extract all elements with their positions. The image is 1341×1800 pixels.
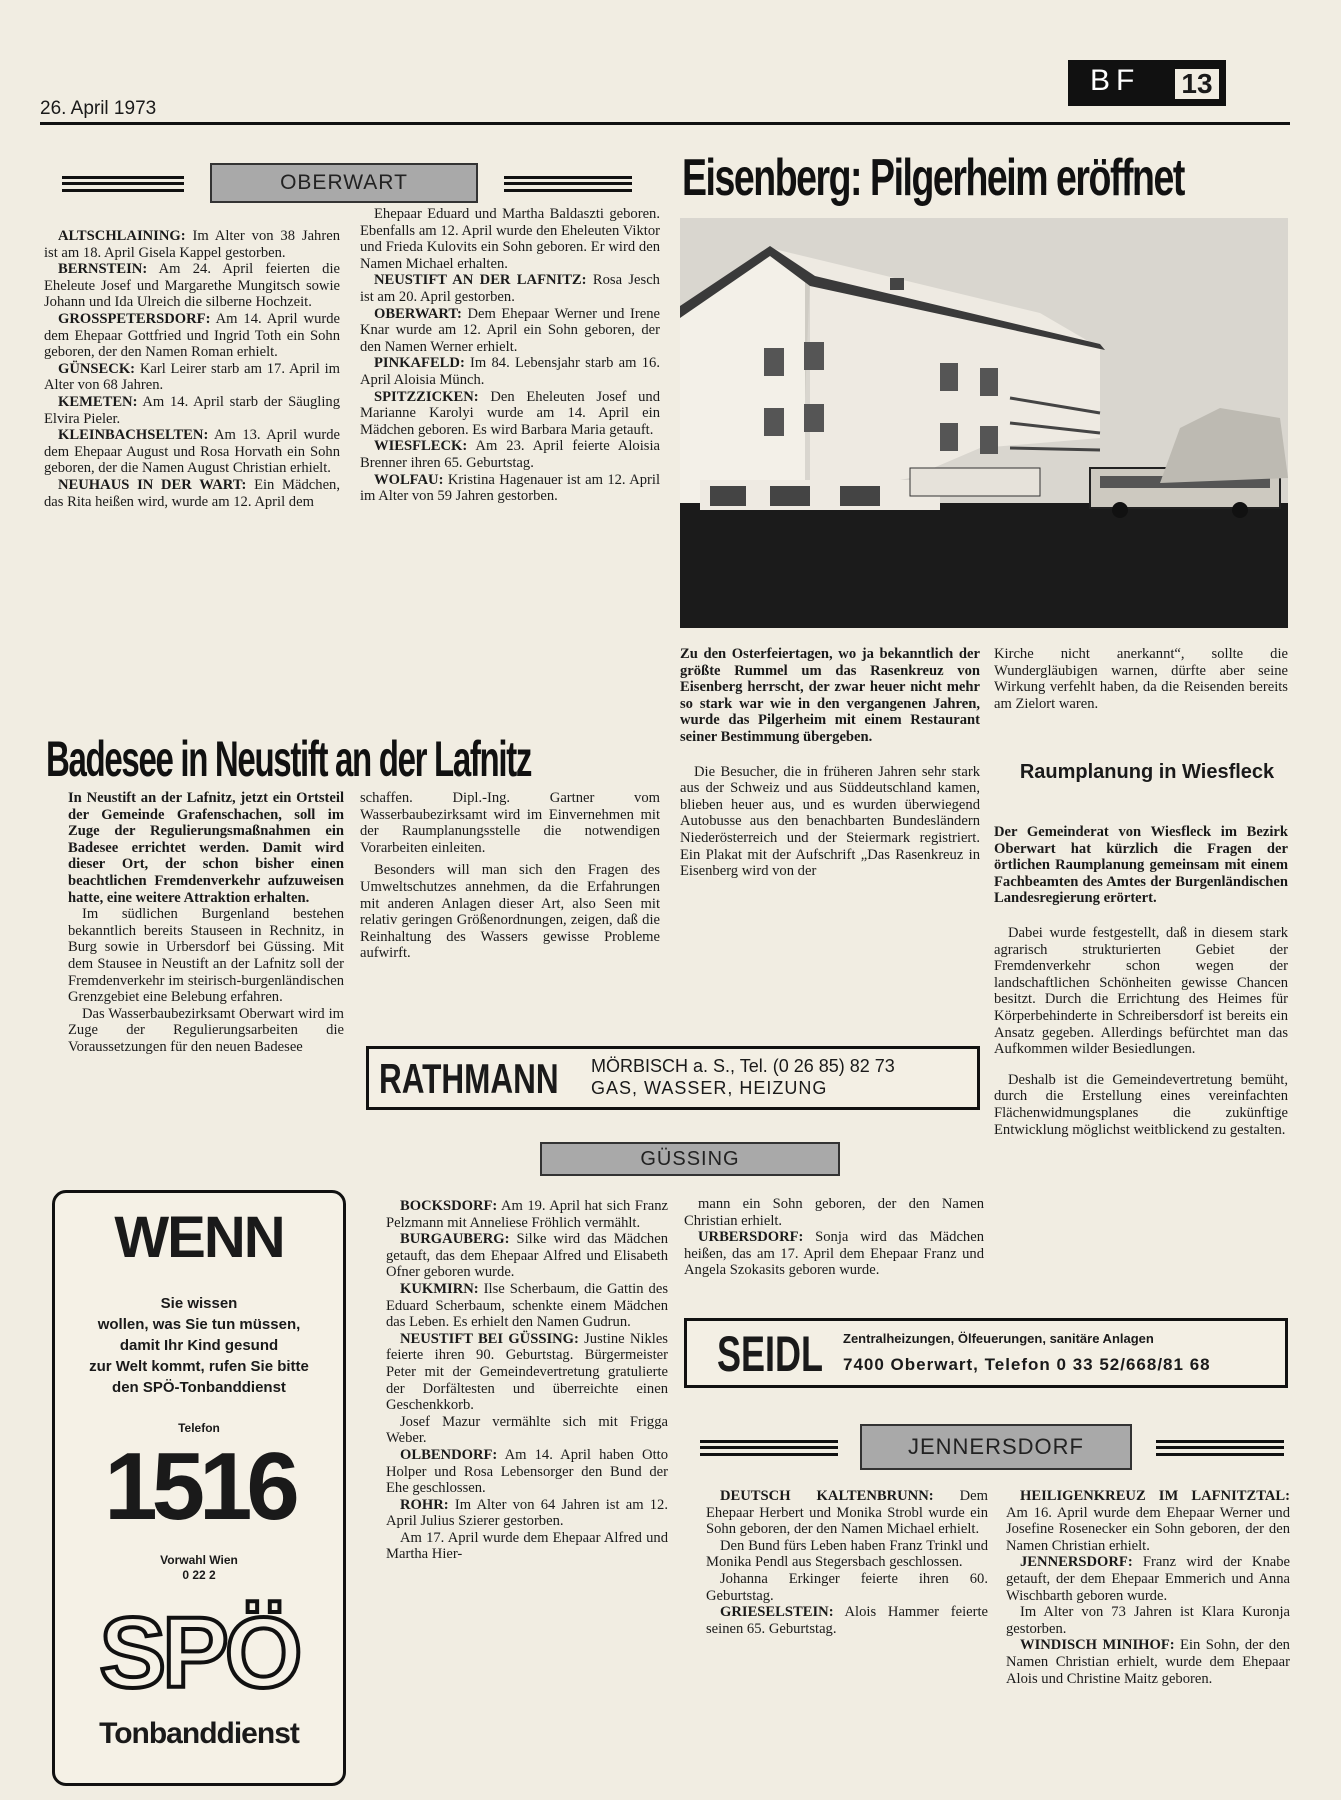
notice-text: Im 84. Lebensjahr starb am 16. April Aloisia Münch. xyxy=(360,355,660,388)
notice-text: Am 14. April wurde dem Ehepaar Gottfried und Ingrid Toth ein Sohn geboren, der den Namen Roman erhielt. xyxy=(44,310,340,361)
badesee-p2: Das Wasserbaubezirksamt Oberwart wird im Zuge der Regulierungsarbeiten die Voraussetzungen für den neuen Badesee xyxy=(68,1005,344,1055)
wiesfleck-headline: Raumplanung in Wiesfleck xyxy=(1019,761,1275,783)
ad-spo-text-4: zur Welt kommt, rufen Sie bitte xyxy=(89,1358,309,1375)
notice-place: NEUHAUS IN DER WART: xyxy=(58,476,247,493)
notice-entry xyxy=(706,1604,988,1637)
ad-seidl-name: SEIDL xyxy=(717,1326,824,1382)
notice-place: ROHR: xyxy=(400,1496,449,1513)
notice-text: Franz wird der Knabe getauft, der dem Ehepaar Emmerich und Anna Wischbarth geboren wurde. xyxy=(1006,1554,1290,1604)
notice-entry xyxy=(44,361,340,394)
paper-code: BF xyxy=(1090,64,1141,97)
ad-spo-wenn: WENN xyxy=(114,1205,284,1270)
notice-place: WINDISCH MINIHOF: xyxy=(1020,1637,1175,1654)
notice-entry xyxy=(386,1331,668,1414)
notice-place: KEMETEN: xyxy=(58,393,138,410)
notice-entry xyxy=(386,1231,668,1281)
notice-entry xyxy=(360,306,660,356)
notice-text: Josef Mazur vermählte sich mit Frigga Weber. xyxy=(386,1413,668,1447)
badesee-p1: Im südlichen Burgenland bestehen bekanntlich bereits Stauseen in Rechnitz, in Burg sowie in Urbersdorf bei Güssing. Mit dem Stausee in Neustift an der Lafnitz soll der Fremdenverkehr im steirisch-burgenländischen Grenzgebiet eine Belebung erfahren. xyxy=(68,906,344,1006)
ad-spo-text xyxy=(55,1293,343,1398)
notice-text: Den Bund fürs Leben haben Franz Trinkl und Monika Pendl aus Stegersbach geschlossen. xyxy=(706,1537,988,1571)
notice-entry xyxy=(360,389,660,439)
badesee-lead: In Neustift an der Lafnitz, jetzt ein Ortsteil der Gemeinde Grafenschachen, soll im Zuge der Regulierungsmaßnahmen ein Badesee errichtet werden. Damit wird dieser Ort, der schon bisher einen beachtlichen Fremdenverkehr aufzuweisen hatte, eine weitere Attraktion erhalten. xyxy=(68,790,344,906)
notice-text: Am 14. April haben Otto Holper und Rosa Lebensorger den Bund der Ehe geschlossen. xyxy=(386,1446,668,1497)
guessing-column-2 xyxy=(684,1196,984,1279)
section-label-guessing: GÜSSING xyxy=(540,1142,840,1176)
notice-place: PINKAFELD: xyxy=(374,355,465,372)
ad-rathmann-name: RATHMANN xyxy=(379,1055,559,1102)
notice-place: KUKMIRN: xyxy=(400,1280,479,1297)
header-rule xyxy=(40,122,1290,125)
notice-text: Am 17. April wurde dem Ehepaar Alfred und Martha Hier- xyxy=(386,1529,668,1563)
notice-entry xyxy=(386,1281,668,1331)
notice-text: Ehepaar Eduard und Martha Baldaszti geboren. Ebenfalls am 12. April wurde den Eheleuten Viktor und Frieda Kulovits ein Sohn geboren. Er wird den Namen Michael erhalten. xyxy=(360,206,660,272)
badesee-column-1 xyxy=(68,790,344,1056)
notice-place: JENNERSDORF: xyxy=(1020,1554,1133,1571)
ad-spo-text-2: wollen, was Sie tun müssen, xyxy=(97,1316,301,1333)
notice-entry xyxy=(386,1497,668,1530)
notice-text: Karl Leirer starb am 17. April im Alter von 68 Jahren. xyxy=(44,360,340,394)
notice-entry xyxy=(360,472,660,505)
notice-text: Am 23. April feierte Aloisia Brenner ihren 65. Geburtstag. xyxy=(360,438,660,471)
section-label-jennersdorf: JENNERSDORF xyxy=(860,1424,1132,1470)
notice-text: Silke wird das Mädchen getauft, das dem Ehepaar Alfred und Elisabeth Ofner geboren wurde. xyxy=(386,1231,668,1281)
notice-text: Am 16. April wurde dem Ehepaar Werner und Josefine Rosenecker ein Sohn geboren, der den Namen Christian erhielt. xyxy=(1006,1504,1290,1554)
eisenberg-headline: Eisenberg: Pilgerheim eröffnet xyxy=(682,149,1184,207)
notice-entry xyxy=(386,1447,668,1497)
ad-rathmann-line2: GAS, WASSER, HEIZUNG xyxy=(591,1078,828,1098)
section-rule-right-jennersdorf xyxy=(1156,1440,1284,1456)
notice-text: Alois Hammer feierte seinen 65. Geburtstag. xyxy=(706,1604,988,1637)
notice-text: Ilse Scherbaum, die Gattin des Eduard Scherbaum, schenkte einem Mädchen das Leben. Es erhielt den Namen Gudrun. xyxy=(386,1280,668,1331)
notice-place: WOLFAU: xyxy=(374,471,444,488)
notice-text: Dem Ehepaar Werner und Irene Knar wurde am 12. April ein Sohn geboren, der den Namen Werner erhielt. xyxy=(360,305,660,355)
notice-text: Im Alter von 73 Jahren ist Klara Kuronja gestorben. xyxy=(1006,1604,1290,1637)
issue-date: 26. April 1973 xyxy=(40,98,157,119)
notice-text: Im Alter von 64 Jahren ist am 12. April Julius Szierer gestorben. xyxy=(386,1496,668,1530)
notice-entry xyxy=(44,477,340,510)
wiesfleck-lead: Der Gemeinderat von Wiesfleck im Bezirk Oberwart hat kürzlich die Fragen der örtlichen Raumplanung gemeinsam mit einem Fachbeamten des Amtes der Burgenländischen Landesregierung erörtert. xyxy=(994,824,1288,907)
badesee-p3: schaffen. Dipl.-Ing. Gartner vom Wasserbaubezirksamt wird im Einvernehmen mit der Raumplanungsstelle die notwendigen Vorarbeiten einleiten. xyxy=(360,790,660,856)
badesee-p4: Besonders will man sich den Fragen des Umweltschutzes annehmen, da die Erfahrungen mit anderen Anlagen dieser Art, also Seen mit relativ geringen Größenordnungen, zeigen, daß die Reinhaltung des Wassers gewisse Probleme aufwirft. xyxy=(360,862,660,962)
notice-entry xyxy=(360,438,660,471)
ad-spo-vorwahl-number: 0 22 2 xyxy=(182,1568,216,1582)
ad-spo xyxy=(52,1190,346,1786)
ad-spo-number: 1516 xyxy=(104,1433,294,1540)
notice-text: Kristina Hagenauer ist am 12. April im Alter von 59 Jahren gestorben. xyxy=(360,471,660,505)
page-number: 13 xyxy=(1172,66,1222,102)
notice-place: NEUSTIFT BEI GÜSSING: xyxy=(400,1330,579,1347)
notice-entry xyxy=(386,1198,668,1231)
ad-spo-vorwahl xyxy=(55,1553,343,1583)
ad-seidl-line1: Zentralheizungen, Ölfeuerungen, sanitäre Anlagen xyxy=(843,1331,1154,1346)
notice-text: Justine Nikles feierte ihren 90. Geburtstag. Bürgermeister Peter mit der Gemeindevertretung gratulierte der Dorfältesten und überreichte einen Geschenkkorb. xyxy=(386,1330,668,1414)
wiesfleck-article xyxy=(994,824,1288,1138)
notice-text: Im Alter von 38 Jahren ist am 18. April Gisela Kappel gestorben. xyxy=(44,228,340,261)
notice-entry xyxy=(684,1196,984,1229)
notice-text: Dem Ehepaar Herbert und Monika Strobl wurde ein Sohn geboren, der den Namen Michael erhielt. xyxy=(706,1488,988,1538)
notice-place: GÜNSECK: xyxy=(58,360,136,377)
notice-text: Den Eheleuten Josef und Marianne Karolyi wurde am 14. April ein Mädchen geboren. Es wird Barbara Maria getauft. xyxy=(360,388,660,438)
notice-entry xyxy=(44,427,340,477)
section-rule-left xyxy=(62,176,184,192)
section-rule-left-jennersdorf xyxy=(700,1440,838,1456)
ad-spo-service: Tonbanddienst xyxy=(99,1717,299,1750)
ad-rathmann xyxy=(366,1046,980,1110)
notice-place: KLEINBACHSELTEN: xyxy=(58,427,209,444)
oberwart-column-2 xyxy=(360,206,660,505)
notice-entry xyxy=(44,261,340,311)
notice-place: DEUTSCH KALTENBRUNN: xyxy=(720,1488,934,1504)
eisenberg-continued: Kirche nicht anerkannt“, sollte die Wundergläubigen warnen, dürfte aber seine Wirkung verfehlt haben, da die Reisenden bereits am Zielort waren. xyxy=(994,646,1288,712)
wiesfleck-p2: Deshalb ist die Gemeindevertretung bemüht, durch die Erstellung eines vereinfachten Flächenwidmungsplanes die zukünftige Entwicklung möglichst weitblickend zu gestalten. xyxy=(994,1071,1288,1138)
eisenberg-lead: Zu den Osterfeiertagen, wo ja bekanntlich der größte Rummel um das Rasenkreuz von Eisenberg herrscht, der zwar heuer nicht mehr so stark war wie in den vergangenen Jahren, wurde das Pilgerheim mit einem Restaurant seiner Bestimmung übergeben. xyxy=(680,646,980,745)
notice-text: Rosa Jesch ist am 20. April gestorben. xyxy=(360,272,660,305)
notice-entry xyxy=(360,355,660,388)
notice-place: HEILIGENKREUZ IM LAFNITZTAL: xyxy=(1020,1488,1290,1504)
ad-rathmann-line1: MÖRBISCH a. S., Tel. (0 26 85) 82 73 xyxy=(591,1056,895,1076)
notice-place: NEUSTIFT AN DER LAFNITZ: xyxy=(374,272,587,289)
notice-entry xyxy=(706,1538,988,1571)
pilgerheim-photo xyxy=(680,218,1288,628)
section-label-oberwart: OBERWART xyxy=(210,163,478,203)
notice-text: Am 13. April wurde dem Ehepaar August und Rosa Horvath ein Sohn geboren, der die Namen August Christian erhielt. xyxy=(44,427,340,477)
notice-place: BURGAUBERG: xyxy=(400,1231,510,1248)
notice-entry xyxy=(1006,1604,1290,1637)
ad-spo-vorwahl-label: Vorwahl Wien xyxy=(160,1553,238,1567)
notice-entry xyxy=(1006,1637,1290,1687)
notice-entry xyxy=(44,394,340,427)
notice-place: OLBENDORF: xyxy=(400,1446,498,1463)
ad-spo-text-1: Sie wissen xyxy=(160,1295,238,1312)
ad-seidl xyxy=(684,1318,1288,1388)
notice-place: WIESFLECK: xyxy=(374,438,468,455)
pilgerheim-building-image xyxy=(680,218,1288,628)
notice-entry xyxy=(706,1488,988,1538)
notice-entry xyxy=(44,311,340,361)
notice-text: Johanna Erkinger feierte ihren 60. Geburtstag. xyxy=(706,1570,988,1604)
notice-place: URBERSDORF: xyxy=(698,1229,804,1246)
ad-spo-telefon-label: Telefon xyxy=(178,1421,220,1435)
guessing-column-1 xyxy=(386,1198,668,1563)
notice-entry xyxy=(706,1571,988,1604)
notice-place: GROSSPETERSDORF: xyxy=(58,310,211,327)
notice-entry xyxy=(1006,1488,1290,1554)
notice-text: Am 19. April hat sich Franz Pelzmann mit Anneliese Fröhlich vermählt. xyxy=(386,1198,668,1231)
notice-place: BERNSTEIN: xyxy=(58,261,148,278)
notice-place: SPITZZICKEN: xyxy=(374,388,479,405)
notice-entry xyxy=(360,272,660,305)
oberwart-column-1 xyxy=(44,228,340,510)
badesee-column-2 xyxy=(360,790,660,962)
notice-text: Sonja wird das Mädchen heißen, das am 17. April dem Ehepaar Franz und Angela Szokasits geboren wurde. xyxy=(684,1229,984,1279)
notice-text: Am 24. April feierten die Eheleute Josef und Margarethe Mungitsch sowie Johann und Ida Ulreich die silberne Hochzeit. xyxy=(44,261,340,311)
badesee-headline: Badesee in Neustift an der Lafnitz xyxy=(46,731,532,787)
notice-place: GRIESELSTEIN: xyxy=(720,1604,834,1621)
notice-entry xyxy=(360,206,660,272)
notice-place: BOCKSDORF: xyxy=(400,1198,498,1214)
eisenberg-article xyxy=(680,646,980,880)
notice-entry xyxy=(684,1229,984,1279)
notice-entry xyxy=(386,1530,668,1563)
notice-place: OBERWART: xyxy=(374,305,462,322)
jennersdorf-column-2 xyxy=(1006,1488,1290,1687)
ad-seidl-line2: 7400 Oberwart, Telefon 0 33 52/668/81 68 xyxy=(843,1355,1211,1374)
jennersdorf-column-1 xyxy=(706,1488,988,1637)
ad-spo-logo: SPÖ xyxy=(99,1597,299,1709)
eisenberg-body: Die Besucher, die in früheren Jahren sehr stark aus der Schweiz und aus Süddeutschland kamen, blieben heuer aus, und es wurden überwiegend Autobusse aus den benachbarten Bundesländern Niederösterreich und der Steiermark registriert. Ein Plakat mit der Aufschrift „Das Rasenkreuz in Eisenberg wird von der xyxy=(680,763,980,880)
notice-text: Ein Mädchen, das Rita heißen wird, wurde am 12. April dem xyxy=(44,476,340,510)
notice-place: ALTSCHLAINING: xyxy=(58,228,186,244)
notice-entry xyxy=(386,1414,668,1447)
wiesfleck-p1: Dabei wurde festgestellt, daß in diesem stark agrarisch strukturierten Gebiet der Fremdenverkehr schon wegen der landschaftlichen Schönheiten gewisse Chancen besitzt. Durch die Errichtung des Heimes für Körperbehinderte in Schreibersdorf ist bereits ein Ansatz gegeben. Allerdings befürchtet man das Aufkommen wilder Besiedlungen. xyxy=(994,924,1288,1058)
ad-spo-text-3: damit Ihr Kind gesund xyxy=(119,1337,279,1354)
notice-entry xyxy=(1006,1554,1290,1604)
notice-text: Am 14. April starb der Säugling Elvira Pieler. xyxy=(44,393,340,427)
notice-text: mann ein Sohn geboren, der den Namen Christian erhielt. xyxy=(684,1196,984,1229)
notice-text: Ein Sohn, der den Namen Christian erhielt, wurde dem Ehepaar Alois und Christine Maitz geboren. xyxy=(1006,1637,1290,1687)
section-rule-right xyxy=(504,176,632,192)
notice-entry xyxy=(44,228,340,261)
ad-spo-text-5: den SPÖ-Tonbanddienst xyxy=(112,1379,286,1396)
